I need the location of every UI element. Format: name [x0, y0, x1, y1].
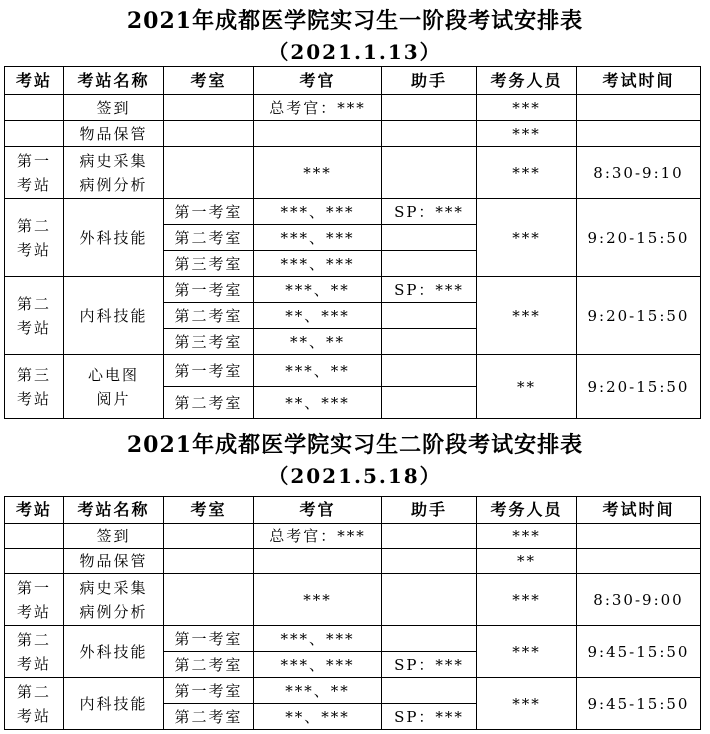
examiner-cell: *** [254, 147, 382, 199]
header-cell: 考站 [5, 497, 64, 524]
station-cell: 第三 考站 [5, 355, 64, 419]
assistant-cell [382, 251, 477, 277]
table-row [5, 574, 701, 626]
examiner-cell: **、*** [254, 387, 382, 419]
examiner-cell [254, 549, 382, 574]
table-row [5, 549, 701, 574]
table-row [5, 147, 701, 199]
header-cell: 考站 [5, 67, 64, 95]
time-cell [577, 95, 701, 121]
staff-cell: *** [477, 626, 577, 678]
table-row [5, 199, 701, 225]
assistant-cell [382, 524, 477, 549]
room-cell: 第一考室 [164, 626, 254, 652]
room-cell: 第三考室 [164, 251, 254, 277]
room-cell: 第二考室 [164, 225, 254, 251]
examiner-cell: **、*** [254, 704, 382, 730]
room-cell [164, 574, 254, 626]
room-cell: 第一考室 [164, 355, 254, 387]
station-cell: 第二 考站 [5, 678, 64, 730]
station-cell [5, 121, 64, 147]
room-cell [164, 121, 254, 147]
assistant-cell [382, 147, 477, 199]
station-cell: 第二 考站 [5, 199, 64, 277]
table-row [5, 277, 701, 303]
table-row [5, 678, 701, 704]
station-name: 外科技能 [64, 199, 164, 277]
staff-cell: ** [477, 355, 577, 419]
time-cell [577, 524, 701, 549]
station-name: 签到 [64, 95, 164, 121]
header-cell: 助手 [382, 497, 477, 524]
assistant-cell [382, 626, 477, 652]
examiner-cell: ***、*** [254, 652, 382, 678]
assistant-cell [382, 549, 477, 574]
assistant-cell [382, 574, 477, 626]
time-cell [577, 549, 701, 574]
station-name: 物品保管 [64, 549, 164, 574]
header-cell: 考室 [164, 497, 254, 524]
examiner-cell: **、*** [254, 303, 382, 329]
assistant-cell [382, 95, 477, 121]
assistant-cell: SP：*** [382, 277, 477, 303]
examiner-cell: 总考官：*** [254, 95, 382, 121]
examiner-cell: **、** [254, 329, 382, 355]
room-cell: 第一考室 [164, 678, 254, 704]
room-cell: 第二考室 [164, 704, 254, 730]
examiner-cell: *** [254, 574, 382, 626]
station-name: 签到 [64, 524, 164, 549]
assistant-cell: SP：*** [382, 652, 477, 678]
assistant-cell: SP：*** [382, 199, 477, 225]
staff-cell: ** [477, 549, 577, 574]
table1-title: 2021年成都医学院实习生一阶段考试安排表 [126, 8, 584, 34]
time-cell: 8:30-9:00 [577, 574, 701, 626]
station-cell [5, 549, 64, 574]
station-cell [5, 524, 64, 549]
staff-cell: *** [477, 678, 577, 730]
header-cell: 考官 [254, 497, 382, 524]
assistant-cell [382, 678, 477, 704]
examiner-cell: ***、*** [254, 225, 382, 251]
assistant-cell [382, 387, 477, 419]
table-row [5, 626, 701, 652]
assistant-cell [382, 355, 477, 387]
assistant-cell [382, 329, 477, 355]
room-cell: 第一考室 [164, 277, 254, 303]
table2 [4, 496, 701, 730]
station-name: 病史采集 病例分析 [64, 147, 164, 199]
time-cell: 9:20-15:50 [577, 277, 701, 355]
staff-cell: *** [477, 199, 577, 277]
table-row [5, 524, 701, 549]
room-cell: 第二考室 [164, 652, 254, 678]
station-name: 内科技能 [64, 277, 164, 355]
room-cell [164, 95, 254, 121]
station-name: 内科技能 [64, 678, 164, 730]
examiner-cell: ***、*** [254, 199, 382, 225]
room-cell: 第二考室 [164, 387, 254, 419]
time-cell: 9:45-15:50 [577, 626, 701, 678]
staff-cell: *** [477, 574, 577, 626]
examiner-cell: 总考官：*** [254, 524, 382, 549]
table-header-row [5, 497, 701, 524]
station-name: 病史采集 病例分析 [64, 574, 164, 626]
examiner-cell: ***、** [254, 678, 382, 704]
station-cell: 第一 考站 [5, 574, 64, 626]
station-cell: 第一 考站 [5, 147, 64, 199]
station-cell: 第二 考站 [5, 626, 64, 678]
station-name: 物品保管 [64, 121, 164, 147]
table2-date: （2021.5.18） [268, 464, 442, 488]
time-cell: 9:20-15:50 [577, 355, 701, 419]
table-row [5, 121, 701, 147]
time-cell: 8:30-9:10 [577, 147, 701, 199]
station-cell [5, 95, 64, 121]
examiner-cell: ***、*** [254, 626, 382, 652]
table1 [4, 66, 701, 419]
assistant-cell: SP：*** [382, 704, 477, 730]
time-cell: 9:45-15:50 [577, 678, 701, 730]
assistant-cell [382, 303, 477, 329]
room-cell: 第二考室 [164, 303, 254, 329]
staff-cell: *** [477, 147, 577, 199]
staff-cell: *** [477, 95, 577, 121]
header-cell: 考官 [254, 67, 382, 95]
staff-cell: *** [477, 277, 577, 355]
staff-cell: *** [477, 121, 577, 147]
station-name: 外科技能 [64, 626, 164, 678]
room-cell: 第一考室 [164, 199, 254, 225]
station-cell: 第二 考站 [5, 277, 64, 355]
room-cell [164, 147, 254, 199]
examiner-cell [254, 121, 382, 147]
assistant-cell [382, 225, 477, 251]
header-cell: 助手 [382, 67, 477, 95]
examiner-cell: ***、** [254, 277, 382, 303]
header-cell: 考试时间 [577, 497, 701, 524]
header-cell: 考务人员 [477, 67, 577, 95]
station-name: 心电图 阅片 [64, 355, 164, 419]
table-row [5, 95, 701, 121]
assistant-cell [382, 121, 477, 147]
staff-cell: *** [477, 524, 577, 549]
header-cell: 考试时间 [577, 67, 701, 95]
time-cell: 9:20-15:50 [577, 199, 701, 277]
room-cell [164, 549, 254, 574]
examiner-cell: ***、** [254, 355, 382, 387]
room-cell: 第三考室 [164, 329, 254, 355]
room-cell [164, 524, 254, 549]
table-header-row [5, 67, 701, 95]
table1-date: （2021.1.13） [268, 40, 442, 64]
header-cell: 考室 [164, 67, 254, 95]
header-cell: 考站名称 [64, 67, 164, 95]
header-cell: 考务人员 [477, 497, 577, 524]
examiner-cell: ***、*** [254, 251, 382, 277]
table-row [5, 355, 701, 387]
table2-title: 2021年成都医学院实习生二阶段考试安排表 [126, 432, 584, 458]
header-cell: 考站名称 [64, 497, 164, 524]
time-cell [577, 121, 701, 147]
